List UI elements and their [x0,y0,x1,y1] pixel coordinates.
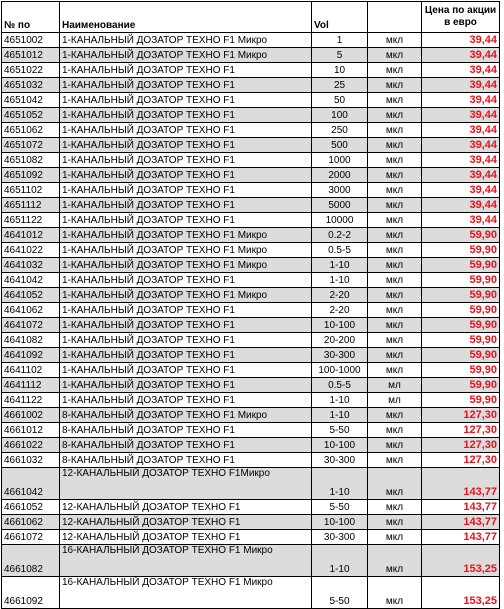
cell-volume: 30-300 [312,453,368,468]
cell-catalog-number: 4661082 [2,545,60,577]
table-body [2,33,500,609]
cell-volume: 10-100 [312,318,368,333]
cell-catalog-number: 4641052 [2,288,60,303]
table-row [2,530,500,545]
table-row [2,468,500,500]
cell-volume: 25 [312,78,368,93]
table-row [2,243,500,258]
cell-price: 39,44 [422,168,500,183]
table-row [2,138,500,153]
cell-volume: 5-50 [312,500,368,515]
cell-unit: мкл [368,213,422,228]
cell-catalog-number: 4661032 [2,453,60,468]
cell-product-name: 1-КАНАЛЬНЫЙ ДОЗАТОР ТЕХНО F1 [60,93,312,108]
cell-catalog-number: 4651092 [2,168,60,183]
cell-product-name: 1-КАНАЛЬНЫЙ ДОЗАТОР ТЕХНО F1 [60,183,312,198]
cell-price: 59,90 [422,363,500,378]
table-row [2,168,500,183]
cell-unit: мкл [368,333,422,348]
cell-price: 153,25 [422,545,500,577]
table-row [2,318,500,333]
cell-product-name: 1-КАНАЛЬНЫЙ ДОЗАТОР ТЕХНО F1 [60,198,312,213]
cell-price: 59,90 [422,333,500,348]
cell-volume: 1000 [312,153,368,168]
cell-catalog-number: 4661092 [2,577,60,609]
cell-unit: мкл [368,423,422,438]
cell-catalog-number: 4641082 [2,333,60,348]
header-row [2,2,500,33]
cell-unit: мкл [368,273,422,288]
table-row [2,228,500,243]
table-row [2,123,500,138]
cell-volume: 0.5-5 [312,378,368,393]
cell-product-name: 1-КАНАЛЬНЫЙ ДОЗАТОР ТЕХНО F1 [60,348,312,363]
cell-catalog-number: 4661062 [2,515,60,530]
cell-price: 59,90 [422,258,500,273]
table-row [2,333,500,348]
cell-product-name: 1-КАНАЛЬНЫЙ ДОЗАТОР ТЕХНО F1 [60,273,312,288]
cell-product-name: 1-КАНАЛЬНЫЙ ДОЗАТОР ТЕХНО F1 [60,378,312,393]
cell-catalog-number: 4641112 [2,378,60,393]
cell-price: 59,90 [422,378,500,393]
cell-unit: мкл [368,577,422,609]
cell-catalog-number: 4641012 [2,228,60,243]
cell-volume: 3000 [312,183,368,198]
table-row [2,153,500,168]
table-row [2,273,500,288]
cell-volume: 10-100 [312,515,368,530]
cell-unit: мкл [368,408,422,423]
cell-unit: мкл [368,318,422,333]
cell-catalog-number: 4651082 [2,153,60,168]
table-row [2,408,500,423]
cell-product-name: 1-КАНАЛЬНЫЙ ДОЗАТОР ТЕХНО F1 Микро [60,48,312,63]
cell-product-name: 1-КАНАЛЬНЫЙ ДОЗАТОР ТЕХНО F1 [60,393,312,408]
cell-unit: мкл [368,363,422,378]
cell-price: 143,77 [422,530,500,545]
cell-product-name: 12-КАНАЛЬНЫЙ ДОЗАТОР ТЕХНО F1 [60,515,312,530]
cell-product-name: 12-КАНАЛЬНЫЙ ДОЗАТОР ТЕХНО F1 [60,530,312,545]
table-row [2,378,500,393]
cell-product-name: 1-КАНАЛЬНЫЙ ДОЗАТОР ТЕХНО F1 Микро [60,33,312,48]
cell-catalog-number: 4651022 [2,63,60,78]
cell-volume: 30-300 [312,530,368,545]
cell-volume: 2-20 [312,288,368,303]
cell-unit: мкл [368,500,422,515]
cell-price: 59,90 [422,348,500,363]
header-volume: Vol [312,2,368,33]
cell-unit: мкл [368,515,422,530]
cell-catalog-number: 4641062 [2,303,60,318]
cell-product-name: 1-КАНАЛЬНЫЙ ДОЗАТОР ТЕХНО F1 [60,78,312,93]
table-row [2,363,500,378]
table-row [2,303,500,318]
cell-price: 39,44 [422,33,500,48]
cell-product-name: 1-КАНАЛЬНЫЙ ДОЗАТОР ТЕХНО F1 Микро [60,243,312,258]
table-row [2,198,500,213]
cell-product-name: 16-КАНАЛЬНЫЙ ДОЗАТОР ТЕХНО F1 Микро [60,545,312,577]
cell-price: 39,44 [422,78,500,93]
cell-unit: мкл [368,228,422,243]
cell-unit: мкл [368,108,422,123]
cell-unit: мкл [368,63,422,78]
header-price: Цена по акции в евро [422,2,500,33]
cell-price: 39,44 [422,108,500,123]
cell-unit: мкл [368,530,422,545]
cell-unit: мкл [368,243,422,258]
cell-volume: 1-10 [312,545,368,577]
cell-volume: 100 [312,108,368,123]
table-row [2,183,500,198]
cell-price: 59,90 [422,288,500,303]
cell-unit: мкл [368,168,422,183]
cell-price: 39,44 [422,63,500,78]
cell-volume: 1-10 [312,408,368,423]
cell-unit: мкл [368,198,422,213]
cell-product-name: 1-КАНАЛЬНЫЙ ДОЗАТОР ТЕХНО F1 [60,303,312,318]
table-row [2,515,500,530]
cell-unit: мл [368,393,422,408]
cell-unit: мкл [368,48,422,63]
cell-product-name: 1-КАНАЛЬНЫЙ ДОЗАТОР ТЕХНО F1 [60,213,312,228]
cell-price: 127,30 [422,438,500,453]
cell-price: 39,44 [422,48,500,63]
cell-catalog-number: 4651002 [2,33,60,48]
cell-unit: мкл [368,183,422,198]
cell-product-name: 1-КАНАЛЬНЫЙ ДОЗАТОР ТЕХНО F1 [60,153,312,168]
cell-product-name: 16-КАНАЛЬНЫЙ ДОЗАТОР ТЕХНО F1 Микро [60,577,312,609]
table-row [2,213,500,228]
cell-unit: мкл [368,453,422,468]
cell-volume: 0.2-2 [312,228,368,243]
cell-volume: 10000 [312,213,368,228]
price-table [1,1,500,609]
cell-volume: 500 [312,138,368,153]
table-row [2,93,500,108]
cell-price: 39,44 [422,153,500,168]
table-row [2,438,500,453]
cell-catalog-number: 4641022 [2,243,60,258]
cell-unit: мкл [368,78,422,93]
cell-catalog-number: 4651062 [2,123,60,138]
cell-catalog-number: 4661022 [2,438,60,453]
cell-unit: мкл [368,288,422,303]
table-row [2,78,500,93]
cell-product-name: 8-КАНАЛЬНЫЙ ДОЗАТОР ТЕХНО F1 [60,423,312,438]
cell-unit: мкл [368,123,422,138]
cell-volume: 250 [312,123,368,138]
cell-product-name: 12-КАНАЛЬНЫЙ ДОЗАТОР ТЕХНО F1 [60,500,312,515]
cell-catalog-number: 4641102 [2,363,60,378]
table-row [2,33,500,48]
cell-unit: мкл [368,153,422,168]
cell-price: 39,44 [422,123,500,138]
cell-catalog-number: 4641032 [2,258,60,273]
cell-volume: 5 [312,48,368,63]
cell-price: 39,44 [422,183,500,198]
cell-unit: мкл [368,93,422,108]
table-row [2,545,500,577]
table-row [2,288,500,303]
cell-price: 59,90 [422,318,500,333]
cell-product-name: 1-КАНАЛЬНЫЙ ДОЗАТОР ТЕХНО F1 [60,168,312,183]
cell-product-name: 1-КАНАЛЬНЫЙ ДОЗАТОР ТЕХНО F1 [60,363,312,378]
header-unit [368,2,422,33]
cell-product-name: 12-КАНАЛЬНЫЙ ДОЗАТОР ТЕХНО F1Микро [60,468,312,500]
cell-product-name: 1-КАНАЛЬНЫЙ ДОЗАТОР ТЕХНО F1 [60,333,312,348]
cell-product-name: 1-КАНАЛЬНЫЙ ДОЗАТОР ТЕХНО F1 [60,123,312,138]
cell-product-name: 8-КАНАЛЬНЫЙ ДОЗАТОР ТЕХНО F1 Микро [60,408,312,423]
cell-price: 59,90 [422,393,500,408]
cell-volume: 20-200 [312,333,368,348]
cell-product-name: 1-КАНАЛЬНЫЙ ДОЗАТОР ТЕХНО F1 [60,63,312,78]
cell-price: 59,90 [422,228,500,243]
cell-volume: 1 [312,33,368,48]
cell-volume: 30-300 [312,348,368,363]
table-row [2,500,500,515]
cell-price: 39,44 [422,93,500,108]
cell-product-name: 1-КАНАЛЬНЫЙ ДОЗАТОР ТЕХНО F1 Микро [60,228,312,243]
cell-catalog-number: 4651032 [2,78,60,93]
cell-catalog-number: 4651102 [2,183,60,198]
cell-product-name: 1-КАНАЛЬНЫЙ ДОЗАТОР ТЕХНО F1 Микро [60,288,312,303]
cell-volume: 1-10 [312,393,368,408]
cell-price: 39,44 [422,213,500,228]
cell-catalog-number: 4641122 [2,393,60,408]
cell-product-name: 1-КАНАЛЬНЫЙ ДОЗАТОР ТЕХНО F1 [60,108,312,123]
table-row [2,577,500,609]
cell-catalog-number: 4661002 [2,408,60,423]
cell-product-name: 8-КАНАЛЬНЫЙ ДОЗАТОР ТЕХНО F1 [60,438,312,453]
cell-price: 39,44 [422,198,500,213]
cell-volume: 0.5-5 [312,243,368,258]
cell-price: 127,30 [422,453,500,468]
table-header [2,2,500,33]
price-list [1,1,500,609]
cell-volume: 2000 [312,168,368,183]
cell-price: 143,77 [422,515,500,530]
cell-price: 153,25 [422,577,500,609]
table-row [2,108,500,123]
cell-unit: мкл [368,468,422,500]
cell-price: 39,44 [422,138,500,153]
cell-volume: 50 [312,93,368,108]
cell-unit: мкл [368,138,422,153]
cell-product-name: 1-КАНАЛЬНЫЙ ДОЗАТОР ТЕХНО F1 [60,138,312,153]
header-number: № по [2,2,60,33]
cell-catalog-number: 4661052 [2,500,60,515]
table-row [2,423,500,438]
cell-volume: 2-20 [312,303,368,318]
cell-catalog-number: 4661012 [2,423,60,438]
table-row [2,348,500,363]
cell-unit: мл [368,378,422,393]
table-row [2,258,500,273]
cell-catalog-number: 4641092 [2,348,60,363]
cell-unit: мкл [368,545,422,577]
cell-volume: 1-10 [312,258,368,273]
cell-catalog-number: 4651072 [2,138,60,153]
cell-catalog-number: 4641042 [2,273,60,288]
table-row [2,63,500,78]
cell-volume: 5000 [312,198,368,213]
cell-price: 59,90 [422,303,500,318]
cell-product-name: 1-КАНАЛЬНЫЙ ДОЗАТОР ТЕХНО F1 [60,318,312,333]
cell-volume: 1-10 [312,468,368,500]
cell-unit: мкл [368,258,422,273]
cell-catalog-number: 4651122 [2,213,60,228]
cell-volume: 10-100 [312,438,368,453]
cell-catalog-number: 4641072 [2,318,60,333]
cell-product-name: 8-КАНАЛЬНЫЙ ДОЗАТОР ТЕХНО F1 [60,453,312,468]
cell-catalog-number: 4651012 [2,48,60,63]
cell-product-name: 1-КАНАЛЬНЫЙ ДОЗАТОР ТЕХНО F1 Микро [60,258,312,273]
table-row [2,393,500,408]
cell-catalog-number: 4651112 [2,198,60,213]
cell-price: 59,90 [422,243,500,258]
cell-price: 143,77 [422,500,500,515]
cell-catalog-number: 4651042 [2,93,60,108]
cell-volume: 1-10 [312,273,368,288]
cell-unit: мкл [368,348,422,363]
cell-volume: 5-50 [312,423,368,438]
cell-unit: мкл [368,33,422,48]
cell-volume: 5-50 [312,577,368,609]
cell-price: 143,77 [422,468,500,500]
cell-price: 127,30 [422,423,500,438]
cell-catalog-number: 4661042 [2,468,60,500]
cell-catalog-number: 4661072 [2,530,60,545]
cell-catalog-number: 4651052 [2,108,60,123]
cell-volume: 100-1000 [312,363,368,378]
header-name: Наименование [60,2,312,33]
table-row [2,453,500,468]
cell-price: 127,30 [422,408,500,423]
cell-unit: мкл [368,303,422,318]
table-row [2,48,500,63]
cell-volume: 10 [312,63,368,78]
cell-unit: мкл [368,438,422,453]
cell-price: 59,90 [422,273,500,288]
